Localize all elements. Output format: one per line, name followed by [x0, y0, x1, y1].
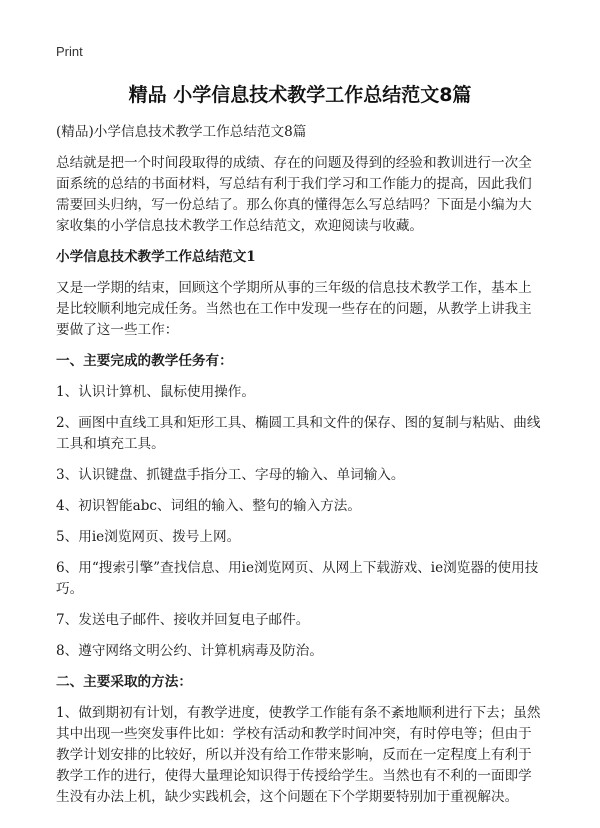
intro-paragraph: 总结就是把一个时间段取得的成绩、存在的问题及得到的经验和教训进行一次全面系统的总结的书面材料，写总结有利于我们学习和工作能力的提高，因此我们需要回头归纳，写一份总结了。那么你真的懂得怎么写总结吗？下面是小编为大家收集的小学信息技术教学工作总结范文，欢迎阅读与收藏。: [56, 155, 532, 234]
print-label[interactable]: Print: [56, 44, 83, 59]
task-item-5: 5、用ie浏览网页、拨号上网。: [56, 529, 241, 545]
task-item-1: 1、认识计算机、鼠标使用操作。: [56, 384, 255, 400]
document-title: 精品 小学信息技术教学工作总结范文8篇: [128, 84, 472, 106]
section-1-title: 小学信息技术教学工作总结范文1: [56, 249, 256, 265]
section-1-intro: 又是一学期的结束，回顾这个学期所从事的三年级的信息技术教学工作，基本上是比较顺利地完成任务。当然也在工作中发现一些存在的问题，从教学上讲我主要做了这一些工作：: [56, 280, 532, 338]
method-item-1: 1、做到期初有计划，有教学进度，使教学工作能有条不紊地顺利进行下去；虽然其中出现一些突发事件比如：学校有活动和教学时间冲突，有时停电等；但由于教学计划安排的比较好，所以并没有给工作带来影响，反而在一定程度上有利于教学工作的进行，使得大量理论知识得于传授给学生。当然也有不利的一面即学生没有办法上机，缺少实践机会，这个问题在下个学期要特别加于重视解决。: [56, 705, 541, 805]
tasks-heading: 一、主要完成的教学任务有：: [56, 353, 233, 369]
task-item-4: 4、初识智能abc、词组的输入、整句的输入方法。: [56, 498, 361, 514]
task-item-2: 2、画图中直线工具和矩形工具、椭圆工具和文件的保存、图的复制与粘贴、曲线工具和填充工具。: [56, 415, 541, 452]
document-body: [56, 122, 542, 818]
task-item-7: 7、发送电子邮件、接收并回复电子邮件。: [56, 612, 310, 628]
task-item-6: 6、用“搜索引擎”查找信息、用ie浏览网页、从网上下载游戏、ie浏览器的使用技巧。: [56, 560, 539, 597]
document-subtitle: (精品)小学信息技术教学工作总结范文8篇: [56, 124, 307, 140]
task-item-8: 8、遵守网络文明公约、计算机病毒及防治。: [56, 643, 323, 659]
methods-heading: 二、主要采取的方法：: [56, 674, 192, 690]
task-item-3: 3、认识键盘、抓键盘手指分工、字母的输入、单词输入。: [56, 467, 405, 483]
